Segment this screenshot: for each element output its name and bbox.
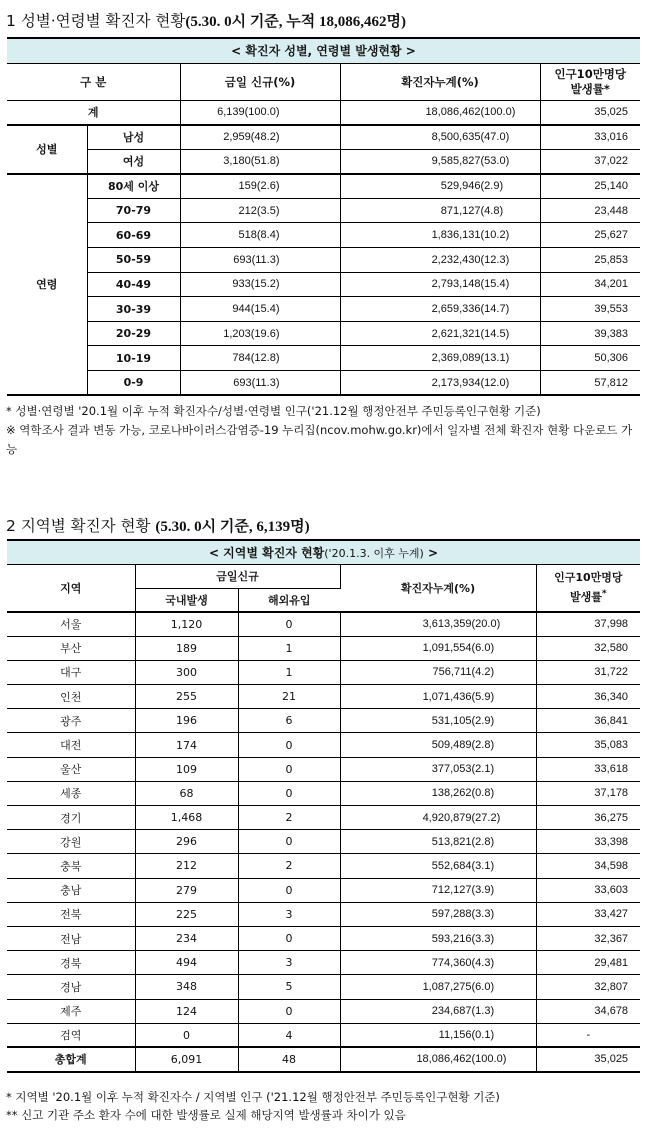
rate-cell: 33,398 <box>536 830 640 854</box>
section1-number: 1 <box>6 12 16 30</box>
rate-cell: 31,722 <box>536 660 640 684</box>
rate-cell: 32,367 <box>536 926 640 950</box>
region-row <box>7 951 640 975</box>
region-row <box>7 660 640 684</box>
rate-cell: 34,678 <box>536 999 640 1023</box>
domestic-cell: 0 <box>135 1023 238 1047</box>
region-name: 인천 <box>7 685 135 709</box>
region-row <box>7 685 640 709</box>
section1-heading: 성별·연령별 확진자 현황 <box>20 12 186 30</box>
overseas-cell: 0 <box>238 926 340 950</box>
note-3: * 지역별 '20.1월 이후 누적 확진자수 / 지역별 인구 ('21.12월 행정안전부 주민등록인구현황 기준) <box>6 1090 500 1104</box>
region-name: 부산 <box>7 636 135 660</box>
overseas-cell: 0 <box>238 878 340 902</box>
cumulative-cell: 1,071,436 (5.9) <box>340 685 536 709</box>
region-row <box>7 926 640 950</box>
rate-cell: 32,807 <box>536 975 640 999</box>
cumulative-cell: 756,711 (4.2) <box>340 660 536 684</box>
table2-caption: < 지역별 확진자 현황('20.1.3. 이후 누계) > <box>7 540 640 564</box>
rate-cell: 32,580 <box>536 636 640 660</box>
cumulative-cell: 1,091,554 (6.0) <box>340 636 536 660</box>
overseas-cell: 3 <box>238 902 340 926</box>
region-name: 울산 <box>7 757 135 781</box>
cumulative-cell: 509,489 (2.8) <box>340 733 536 757</box>
age-row <box>7 198 640 223</box>
new-cell: 693(11.3) <box>180 248 340 273</box>
age-row <box>7 174 640 199</box>
region-row <box>7 781 640 805</box>
cumulative-cell: 2,232,430 (12.3) <box>340 248 540 273</box>
overseas-cell: 48 <box>238 1047 340 1071</box>
age-row <box>7 248 640 273</box>
row-label: 20-29 <box>87 321 180 346</box>
new-cell: 944(15.4) <box>180 297 340 322</box>
region-name: 강원 <box>7 830 135 854</box>
cumulative-cell: 138,262 (0.8) <box>340 781 536 805</box>
cumulative-cell: 18,086,462 (100.0) <box>340 1047 536 1071</box>
domestic-cell: 234 <box>135 926 238 950</box>
new-cell: 3,180(51.8) <box>180 149 340 174</box>
sex-group-label: 성별 <box>7 125 87 174</box>
rate-cell: 25,140 <box>540 174 640 199</box>
rate-cell: 34,598 <box>536 854 640 878</box>
rate-cell: 37,998 <box>536 612 640 636</box>
overseas-cell: 2 <box>238 854 340 878</box>
note-1: * 성별·연령별 '20.1월 이후 누적 확진자수/성별·연령별 인구('21.12월 행정안전부 주민등록인구현황 기준) <box>6 404 541 418</box>
rate-cell: 23,448 <box>540 198 640 223</box>
cumulative-cell: 2,369,089 (13.1) <box>340 346 540 371</box>
domestic-cell: 212 <box>135 854 238 878</box>
overseas-cell: 0 <box>238 999 340 1023</box>
domestic-cell: 124 <box>135 999 238 1023</box>
cumulative-cell: 9,585,827 (53.0) <box>340 149 540 174</box>
row-label: 60-69 <box>87 223 180 248</box>
header-new: 금일 신규(%) <box>180 63 340 100</box>
note-4: ** 신고 기관 주소 환자 수에 대한 발생률로 실제 해당지역 발생률과 차이가 있음 <box>6 1108 406 1122</box>
cumulative-cell: 11,156 (0.1) <box>340 1023 536 1047</box>
total-row <box>7 1047 640 1071</box>
domestic-cell: 255 <box>135 685 238 709</box>
region-name: 경남 <box>7 975 135 999</box>
row-label: 남성 <box>87 125 180 150</box>
domestic-cell: 494 <box>135 951 238 975</box>
new-cell: 784(12.8) <box>180 346 340 371</box>
domestic-cell: 279 <box>135 878 238 902</box>
row-label: 30-39 <box>87 297 180 322</box>
rate-cell: - <box>536 1023 640 1047</box>
rate-cell: 33,016 <box>540 125 640 150</box>
new-cell: 518(8.4) <box>180 223 340 248</box>
age-group-label: 연령 <box>7 174 87 395</box>
cumulative-cell: 8,500,635 (47.0) <box>340 125 540 150</box>
new-cell: 6,139(100.0) <box>180 100 340 125</box>
rate-cell: 36,340 <box>536 685 640 709</box>
domestic-cell: 174 <box>135 733 238 757</box>
rate-cell: 39,553 <box>540 297 640 322</box>
cumulative-cell: 871,127 (4.8) <box>340 198 540 223</box>
section2-subtitle: (5.30. 0시 기준, 6,139명) <box>155 519 310 535</box>
cumulative-cell: 1,087,275 (6.0) <box>340 975 536 999</box>
new-cell: 159(2.6) <box>180 174 340 199</box>
region-name: 광주 <box>7 709 135 733</box>
domestic-cell: 1,468 <box>135 806 238 830</box>
overseas-cell: 0 <box>238 781 340 805</box>
total-row <box>7 100 640 125</box>
region-name: 세종 <box>7 781 135 805</box>
cumulative-cell: 2,659,336 (14.7) <box>340 297 540 322</box>
region-name: 서울 <box>7 612 135 636</box>
section2-heading: 지역별 확진자 현황 <box>20 517 151 535</box>
row-label: 80세 이상 <box>87 174 180 199</box>
new-cell: 933(15.2) <box>180 272 340 297</box>
region-name: 총합계 <box>7 1047 135 1071</box>
rate-cell: 34,201 <box>540 272 640 297</box>
overseas-cell: 0 <box>238 830 340 854</box>
overseas-cell: 4 <box>238 1023 340 1047</box>
domestic-cell: 196 <box>135 709 238 733</box>
domestic-cell: 68 <box>135 781 238 805</box>
age-row <box>7 371 640 396</box>
header-cumulative: 확진자누계(%) <box>340 564 536 612</box>
rate-cell: 35,025 <box>536 1047 640 1071</box>
row-label: 계 <box>7 100 180 125</box>
rate-cell: 35,025 <box>540 100 640 125</box>
overseas-cell: 0 <box>238 733 340 757</box>
header-region: 지역 <box>7 564 135 612</box>
header-cumulative: 확진자누계(%) <box>340 63 540 100</box>
section1-title <box>6 9 406 31</box>
region-name: 대구 <box>7 660 135 684</box>
cumulative-cell: 593,216 (3.3) <box>340 926 536 950</box>
cumulative-cell: 531,105 (2.9) <box>340 709 536 733</box>
region-name: 대전 <box>7 733 135 757</box>
row-label: 50-59 <box>87 248 180 273</box>
region-row <box>7 733 640 757</box>
note-2: ※ 역학조사 결과 변동 가능, 코로나바이러스감염증-19 누리집(ncov.mohw.go.kr)에서 일자별 전체 확진자 현황 다운로드 가능 <box>6 423 633 456</box>
header-rate: 인구10만명당 발생률* <box>540 63 640 100</box>
row-label: 여성 <box>87 149 180 174</box>
domestic-cell: 109 <box>135 757 238 781</box>
cumulative-cell: 3,613,359 (20.0) <box>340 612 536 636</box>
header-rate: 인구10만명당 발생률* <box>536 564 640 612</box>
cumulative-cell: 18,086,462 (100.0) <box>340 100 540 125</box>
rate-cell: 36,841 <box>536 709 640 733</box>
new-cell: 1,203(19.6) <box>180 321 340 346</box>
region-row <box>7 709 640 733</box>
row-label: 0-9 <box>87 371 180 396</box>
overseas-cell: 3 <box>238 951 340 975</box>
region-name: 경기 <box>7 806 135 830</box>
rate-cell: 57,812 <box>540 371 640 396</box>
section2-notes <box>6 1088 642 1124</box>
cumulative-cell: 377,053 (2.1) <box>340 757 536 781</box>
cumulative-cell: 529,946 (2.9) <box>340 174 540 199</box>
new-cell: 212(3.5) <box>180 198 340 223</box>
region-row <box>7 854 640 878</box>
cumulative-cell: 2,621,321 (14.5) <box>340 321 540 346</box>
overseas-cell: 2 <box>238 806 340 830</box>
age-row <box>7 297 640 322</box>
section2-number: 2 <box>6 517 16 535</box>
region-name: 검역 <box>7 1023 135 1047</box>
rate-cell: 37,022 <box>540 149 640 174</box>
domestic-cell: 6,091 <box>135 1047 238 1071</box>
row-label: 70-79 <box>87 198 180 223</box>
age-row <box>7 272 640 297</box>
region-row <box>7 878 640 902</box>
overseas-cell: 6 <box>238 709 340 733</box>
rate-cell: 33,603 <box>536 878 640 902</box>
cumulative-cell: 712,127 (3.9) <box>340 878 536 902</box>
region-row <box>7 612 640 636</box>
rate-cell: 29,481 <box>536 951 640 975</box>
region-row <box>7 806 640 830</box>
rate-cell: 36,275 <box>536 806 640 830</box>
row-label: 10-19 <box>87 346 180 371</box>
region-row <box>7 1023 640 1047</box>
age-row <box>7 346 640 371</box>
cumulative-cell: 4,920,879 (27.2) <box>340 806 536 830</box>
table1-caption: < 확진자 성별, 연령별 발생현황 > <box>7 38 640 63</box>
cumulative-cell: 774,360 (4.3) <box>340 951 536 975</box>
rate-cell: 35,083 <box>536 733 640 757</box>
rate-cell: 39,383 <box>540 321 640 346</box>
region-row <box>7 902 640 926</box>
rate-cell: 25,627 <box>540 223 640 248</box>
region-name: 경북 <box>7 951 135 975</box>
domestic-cell: 1,120 <box>135 612 238 636</box>
region-table <box>7 539 640 1073</box>
overseas-cell: 1 <box>238 636 340 660</box>
age-row <box>7 223 640 248</box>
rate-cell: 33,618 <box>536 757 640 781</box>
sex-row <box>7 149 640 174</box>
sex-age-table <box>7 37 640 396</box>
domestic-cell: 225 <box>135 902 238 926</box>
sex-row <box>7 125 640 150</box>
header-category: 구 분 <box>7 63 180 100</box>
header-new-group: 금일신규 <box>135 564 340 588</box>
row-label: 40-49 <box>87 272 180 297</box>
region-row <box>7 999 640 1023</box>
cumulative-cell: 1,836,131 (10.2) <box>340 223 540 248</box>
age-row <box>7 321 640 346</box>
region-row <box>7 975 640 999</box>
region-row <box>7 757 640 781</box>
rate-cell: 33,427 <box>536 902 640 926</box>
new-cell: 693(11.3) <box>180 371 340 396</box>
cumulative-cell: 597,288 (3.3) <box>340 902 536 926</box>
overseas-cell: 0 <box>238 757 340 781</box>
header-overseas: 해외유입 <box>238 588 340 612</box>
cumulative-cell: 552,684 (3.1) <box>340 854 536 878</box>
overseas-cell: 5 <box>238 975 340 999</box>
header-domestic: 국내발생 <box>135 588 238 612</box>
rate-cell: 37,178 <box>536 781 640 805</box>
region-row <box>7 636 640 660</box>
domestic-cell: 296 <box>135 830 238 854</box>
region-name: 충북 <box>7 854 135 878</box>
overseas-cell: 0 <box>238 612 340 636</box>
rate-cell: 50,306 <box>540 346 640 371</box>
domestic-cell: 348 <box>135 975 238 999</box>
cumulative-cell: 234,687 (1.3) <box>340 999 536 1023</box>
section2-title <box>6 514 310 536</box>
rate-cell: 25,853 <box>540 248 640 273</box>
overseas-cell: 1 <box>238 660 340 684</box>
overseas-cell: 21 <box>238 685 340 709</box>
region-row <box>7 830 640 854</box>
cumulative-cell: 2,173,934 (12.0) <box>340 371 540 396</box>
region-name: 제주 <box>7 999 135 1023</box>
cumulative-cell: 2,793,148 (15.4) <box>340 272 540 297</box>
cumulative-cell: 513,821 (2.8) <box>340 830 536 854</box>
region-name: 전북 <box>7 902 135 926</box>
domestic-cell: 300 <box>135 660 238 684</box>
region-name: 전남 <box>7 926 135 950</box>
new-cell: 2,959(48.2) <box>180 125 340 150</box>
domestic-cell: 189 <box>135 636 238 660</box>
region-name: 충남 <box>7 878 135 902</box>
section1-notes <box>6 402 642 459</box>
section1-subtitle: (5.30. 0시 기준, 누적 18,086,462명) <box>185 14 407 30</box>
